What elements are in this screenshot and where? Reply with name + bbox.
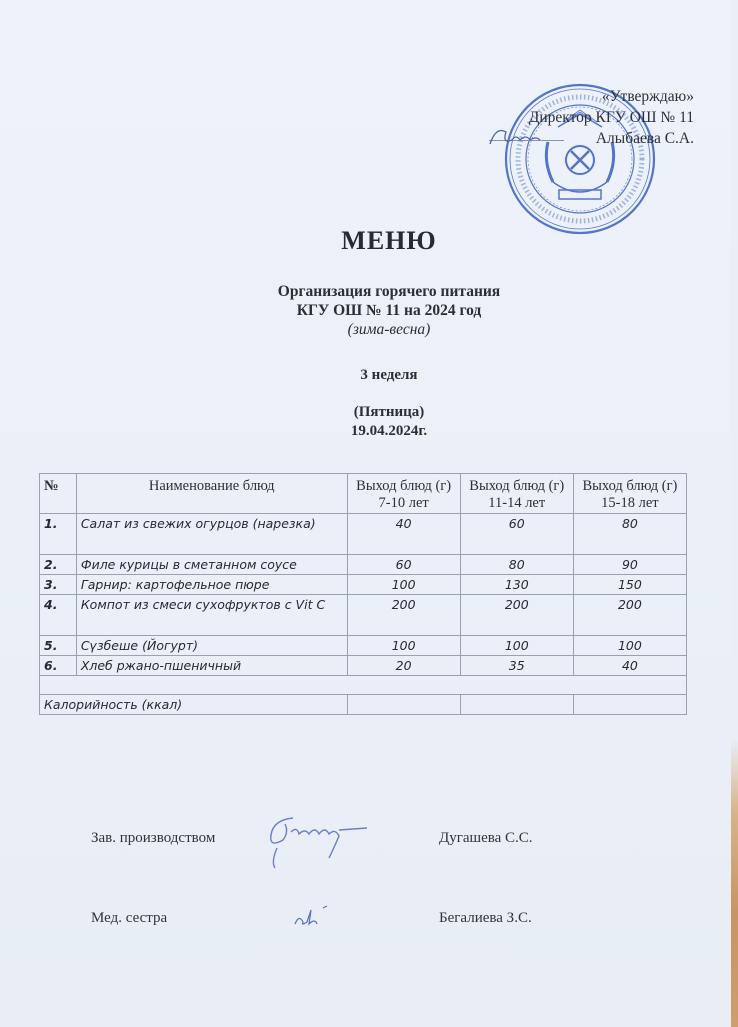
row-num: 4. <box>40 595 77 636</box>
signature-role: Мед. сестра <box>91 910 168 926</box>
approval-position: Директор КГУ ОШ № 11 <box>528 109 694 126</box>
header-name: Наименование блюд <box>76 474 347 514</box>
portion-15-18: 80 <box>573 514 686 555</box>
row-num: 6. <box>40 656 77 676</box>
day-block <box>0 403 738 441</box>
dish-name: Компот из смеси сухофруктов с Vit C <box>76 595 347 636</box>
header-age-11-14: Выход блюд (г) 11-14 лет <box>460 474 573 514</box>
portion-11-14: 100 <box>460 636 573 656</box>
dish-name: Сүзбеше (Йогурт) <box>76 636 347 656</box>
header-age-15-18: Выход блюд (г) 15-18 лет <box>573 474 686 514</box>
table-header-row <box>40 474 687 514</box>
portion-15-18: 100 <box>573 636 686 656</box>
portion-7-10: 100 <box>347 636 460 656</box>
signature-role: Зав. производством <box>91 830 216 846</box>
portion-11-14: 80 <box>460 555 573 575</box>
portion-7-10: 60 <box>347 555 460 575</box>
portion-15-18: 40 <box>573 656 686 676</box>
table-row <box>40 656 687 676</box>
table-row <box>40 514 687 555</box>
subtitle-line-2: КГУ ОШ № 11 на 2024 год <box>296 302 482 319</box>
portion-11-14: 60 <box>460 514 573 555</box>
subtitle <box>0 282 738 339</box>
row-num: 1. <box>40 514 77 555</box>
header-num: № <box>40 474 77 514</box>
date: 19.04.2024г. <box>350 423 428 439</box>
portion-7-10: 200 <box>347 595 460 636</box>
signature-name: Бегалиева З.С. <box>439 910 532 926</box>
calories-11-14 <box>460 695 573 715</box>
row-num: 5. <box>40 636 77 656</box>
table-row <box>40 636 687 656</box>
subtitle-line-1: Организация горячего питания <box>277 283 501 300</box>
portion-15-18: 90 <box>573 555 686 575</box>
row-num: 3. <box>40 575 77 595</box>
nurse-signature <box>291 902 341 932</box>
table-surface-edge <box>731 740 738 1027</box>
calories-label: Калорийность (ккал) <box>40 695 348 715</box>
signature-name: Дугашева С.С. <box>439 830 533 846</box>
director-signature <box>482 122 562 152</box>
portion-11-14: 200 <box>460 595 573 636</box>
calories-15-18 <box>573 695 686 715</box>
portion-11-14: 35 <box>460 656 573 676</box>
header-age-7-10: Выход блюд (г) 7-10 лет <box>347 474 460 514</box>
blank-row <box>40 676 687 695</box>
portion-7-10: 40 <box>347 514 460 555</box>
portion-7-10: 100 <box>347 575 460 595</box>
week-label: 3 неделя <box>360 367 418 383</box>
production-head-signature <box>263 810 393 870</box>
table-row <box>40 575 687 595</box>
dish-name: Хлеб ржано-пшеничный <box>76 656 347 676</box>
calories-7-10 <box>347 695 460 715</box>
portion-11-14: 130 <box>460 575 573 595</box>
approval-director-name: Алыбаева С.А. <box>595 130 694 147</box>
portion-15-18: 200 <box>573 595 686 636</box>
calories-row <box>40 695 687 715</box>
portion-7-10: 20 <box>347 656 460 676</box>
blank-cell <box>40 676 687 695</box>
dish-name: Гарнир: картофельное пюре <box>76 575 347 595</box>
page-title: МЕНЮ <box>341 226 437 255</box>
dish-name: Филе курицы в сметанном соусе <box>76 555 347 575</box>
season: (зима-весна) <box>347 321 431 338</box>
table-row <box>40 555 687 575</box>
weekday: (Пятница) <box>353 404 425 420</box>
menu-table <box>39 473 687 715</box>
dish-name: Салат из свежих огурцов (нарезка) <box>76 514 347 555</box>
table-row <box>40 595 687 636</box>
portion-15-18: 150 <box>573 575 686 595</box>
row-num: 2. <box>40 555 77 575</box>
approval-heading: «Утверждаю» <box>601 88 694 105</box>
